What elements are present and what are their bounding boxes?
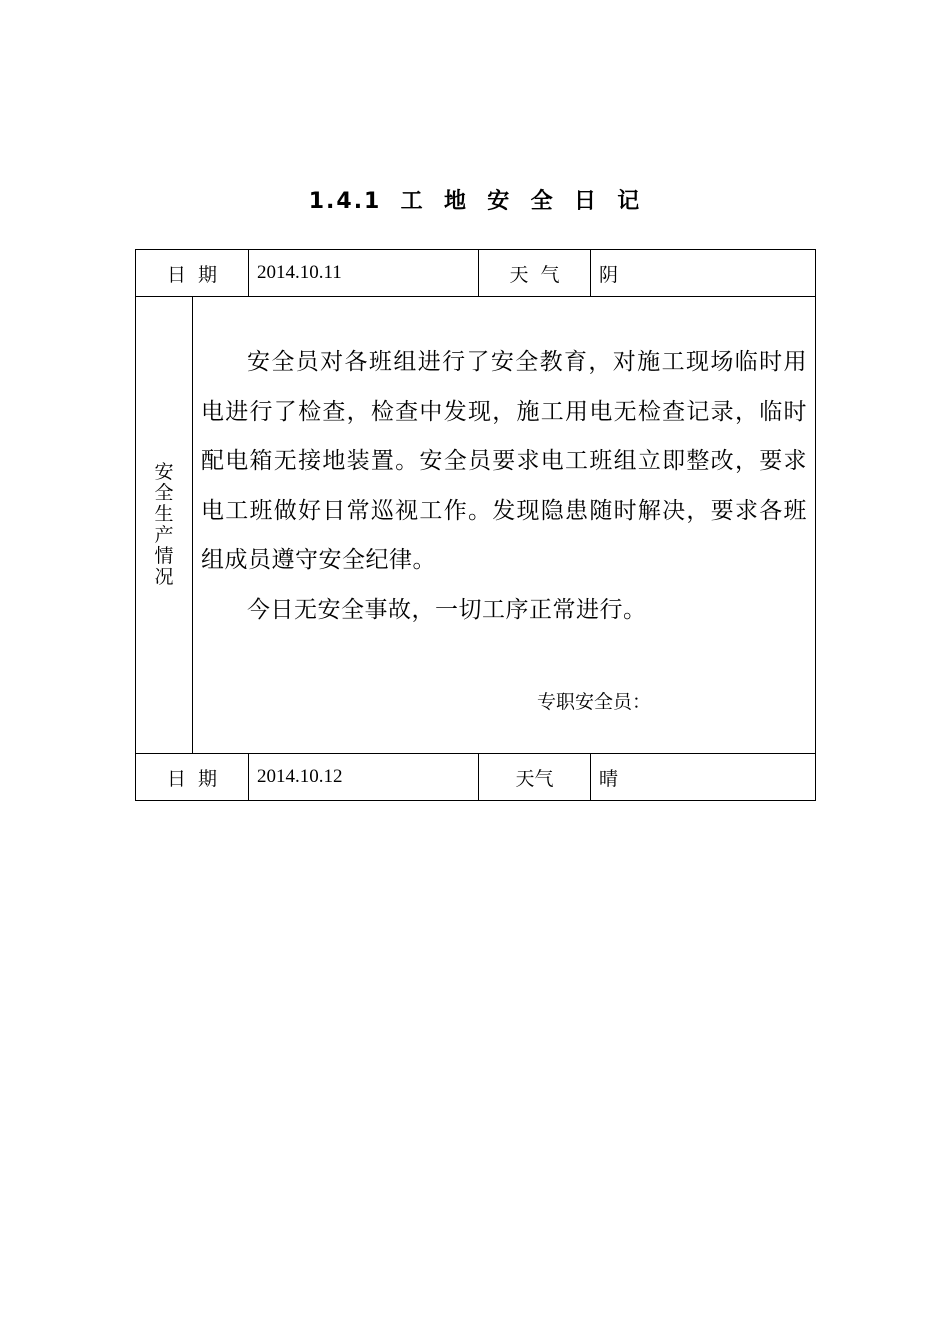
date-value: 2014.10.12	[249, 754, 479, 801]
safety-diary-table	[135, 249, 816, 801]
safety-section-label	[136, 297, 193, 754]
page-title: 1.4.1 工 地 安 全 日 记	[308, 189, 642, 214]
table-row	[136, 250, 816, 297]
table-row	[136, 754, 816, 801]
safety-paragraph: 今日无安全事故，一切工序正常进行。	[247, 596, 647, 623]
date-label: 日 期	[136, 754, 249, 801]
safety-section-label-text: 安全生产情况	[154, 461, 174, 588]
date-value: 2014.10.11	[249, 250, 479, 297]
table-row	[136, 297, 816, 754]
weather-value: 晴	[591, 754, 816, 801]
safety-paragraph: 安全员对各班组进行了安全教育，对施工现场临时用电进行了检查，检查中发现，施工用电无检查记录，临时配电箱无接地装置。安全员要求电工班组立即整改，要求电工班做好日常巡视工作。发现隐患随时解决，要求各班组成员遵守安全纪律。	[201, 349, 807, 573]
weather-value: 阴	[591, 250, 816, 297]
signature-label: 专职安全员：	[537, 691, 652, 713]
weather-label: 天气	[479, 754, 591, 801]
safety-content	[193, 297, 816, 754]
date-label: 日 期	[136, 250, 249, 297]
weather-label: 天 气	[479, 250, 591, 297]
